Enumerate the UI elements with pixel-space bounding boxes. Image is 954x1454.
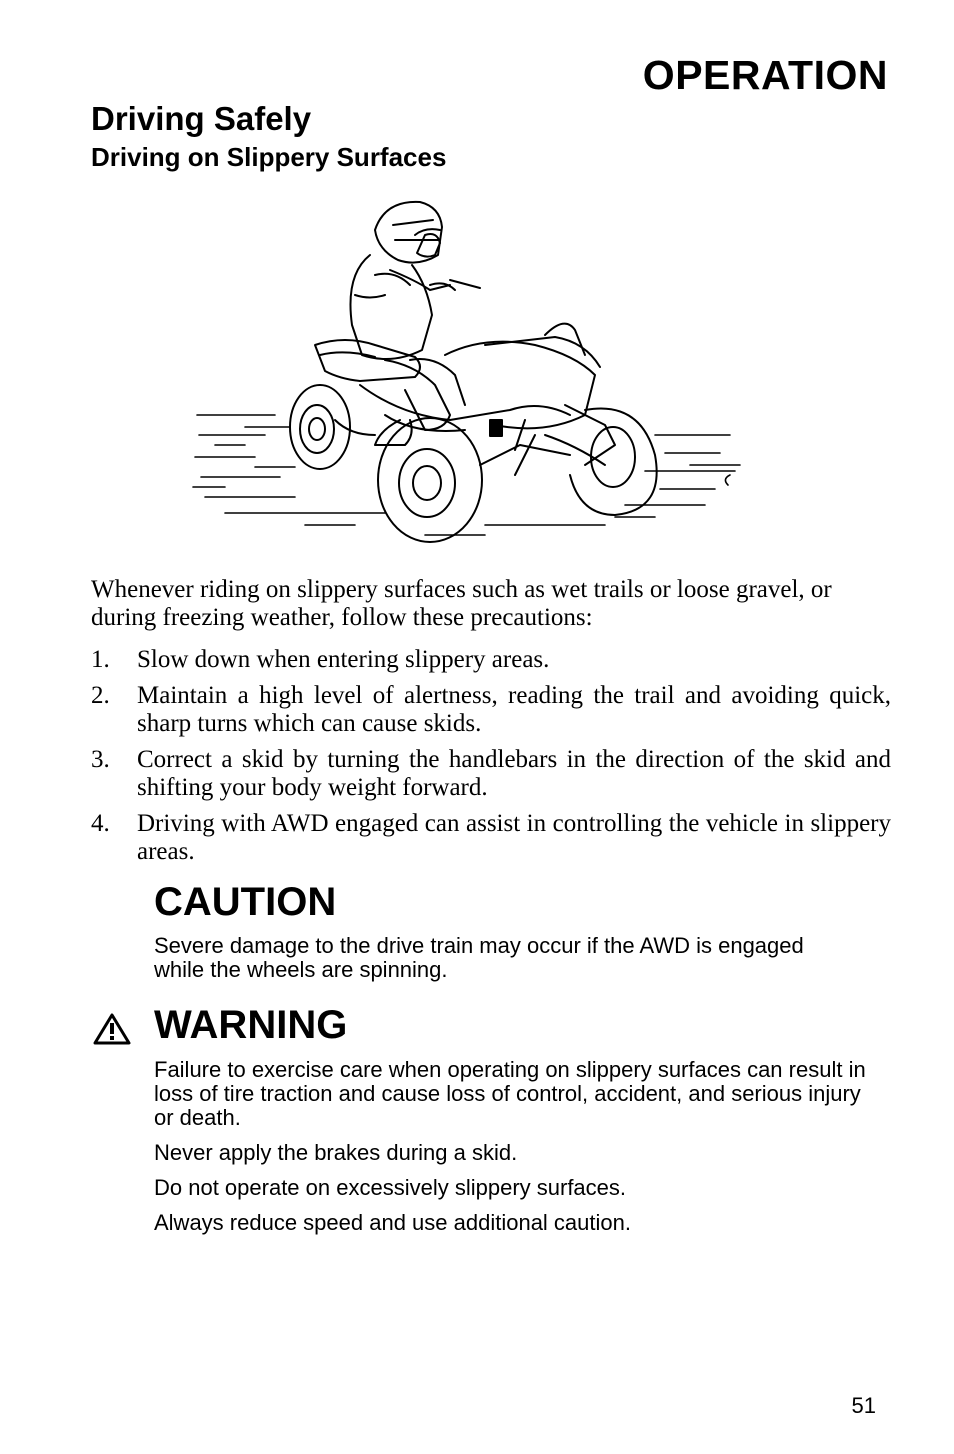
atv-rider-illustration: [185, 195, 750, 560]
list-item-number: 4.: [91, 810, 110, 837]
list-item: [91, 810, 891, 866]
warning-paragraph: Never apply the brakes during a skid.: [154, 1140, 518, 1165]
warning-paragraph: Failure to exercise care when operating on slippery surfaces can result in loss of tire traction and cause loss of control, accident, and serious injury or death.: [154, 1057, 866, 1130]
list-item-text: Maintain a high level of alertness, reading the trail and avoiding quick, sharp turns which can cause skids.: [137, 682, 891, 737]
warning-title: WARNING: [154, 1003, 348, 1047]
warning-triangle-icon: [92, 1012, 132, 1046]
caution-title: CAUTION: [154, 880, 337, 924]
page-heading: Driving Safely: [91, 100, 312, 137]
warning-paragraph: Always reduce speed and use additional caution.: [154, 1210, 631, 1235]
list-item: [91, 746, 891, 802]
list-item-number: 2.: [91, 682, 110, 709]
warning-paragraph: Do not operate on excessively slippery surfaces.: [154, 1175, 627, 1200]
section-title: OPERATION: [642, 52, 888, 98]
precautions-list: [91, 646, 891, 874]
list-item: [91, 682, 891, 738]
list-item-number: 3.: [91, 746, 110, 773]
warning-text: [154, 1058, 884, 1246]
caution-text: Severe damage to the drive train may occur if the AWD is engaged while the wheels are spinning.: [154, 933, 804, 982]
page-subheading: Driving on Slippery Surfaces: [91, 142, 447, 172]
rear-wheel: [290, 385, 350, 469]
list-item: [91, 646, 891, 674]
front-wheel: [378, 418, 482, 542]
rider: [335, 202, 480, 445]
right-wheel: [570, 408, 657, 515]
list-item-text: Slow down when entering slippery areas.: [137, 646, 550, 673]
list-item-text: Correct a skid by turning the handlebars in the direction of the skid and shifting your body weight forward.: [137, 746, 891, 801]
list-item-number: 1.: [91, 646, 110, 673]
page-number: 51: [851, 1393, 876, 1418]
list-item-text: Driving with AWD engaged can assist in controlling the vehicle in slippery areas.: [137, 810, 891, 865]
intro-paragraph: Whenever riding on slippery surfaces such as wet trails or loose gravel, or during freezing weather, follow these precautions:: [91, 576, 832, 631]
ground-lines: [193, 415, 740, 535]
